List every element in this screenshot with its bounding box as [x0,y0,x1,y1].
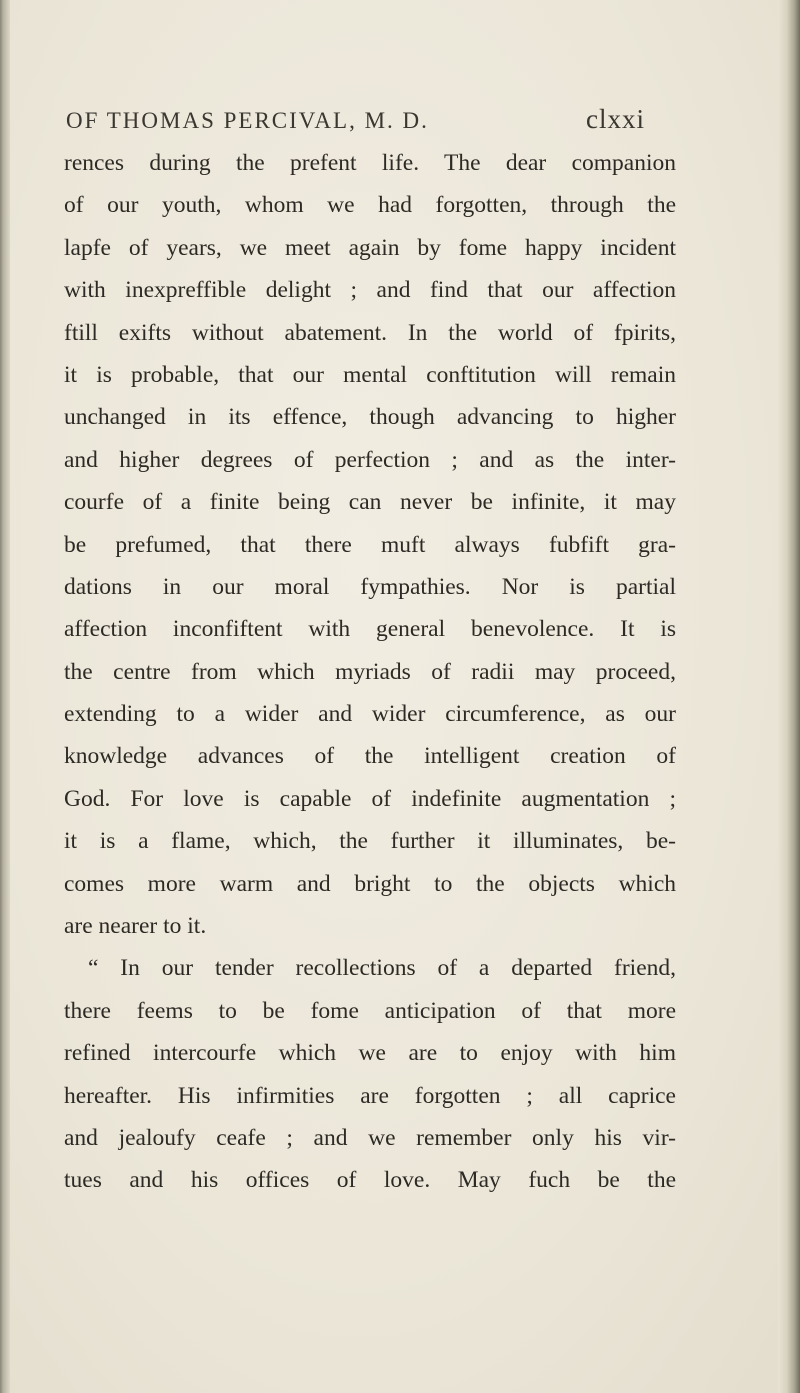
text-line: with inexpreffible delight ; and find that our affection [64,277,676,304]
text-line: it is probable, that our mental conftitution will remain [64,361,676,388]
text-line: of our youth, whom we had forgotten, through the [64,192,676,219]
page-number: clxxi [586,104,645,134]
text-line: affection inconfiftent with general benevolence. It is [64,616,676,643]
text-line: and higher degrees of perfection ; and as the inter- [64,446,676,473]
text-line: lapfe of years, we meet again by fome happy incident [64,234,676,261]
text-line: courfe of a finite being can never be infinite, it may [64,489,676,516]
running-head-title: OF THOMAS PERCIVAL, M. D. [66,108,429,133]
text-line: there feems to be fome anticipation of that more [64,997,676,1024]
running-head [66,104,666,140]
text-line: comes more warm and bright to the objects which [64,870,676,897]
text-line: dations in our moral fympathies. Nor is partial [64,573,676,600]
text-line: refined intercourfe which we are to enjoy with him [64,1040,676,1067]
body-text [64,142,676,1202]
text-line: be prefumed, that there muft always fubfift gra- [64,531,676,558]
text-line: it is a flame, which, the further it illuminates, be- [64,828,676,855]
text-line: hereafter. His infirmities are forgotten ; all caprice [64,1082,676,1109]
text-line: and jealoufy ceafe ; and we remember only his vir- [64,1124,676,1151]
text-line: rences during the prefent life. The dear companion [64,150,676,176]
page-edge-shadow [778,0,800,1393]
text-line: extending to a wider and wider circumference, as our [64,701,676,728]
text-line: knowledge advances of the intelligent creation of [64,743,676,770]
page-binding-shadow [0,0,10,1393]
paragraph-end-line: are nearer to it. [64,913,207,940]
text-line: unchanged in its effence, though advancing to higher [64,404,676,431]
text-line: ftill exifts without abatement. In the world of fpirits, [64,319,676,346]
paragraph-start-line: “ In our tender recollections of a departed friend, [88,955,676,982]
text-line: God. For love is capable of indefinite augmentation ; [64,785,676,812]
text-line: tues and his offices of love. May fuch be the [64,1167,676,1194]
text-line: the centre from which myriads of radii may proceed, [64,658,676,685]
